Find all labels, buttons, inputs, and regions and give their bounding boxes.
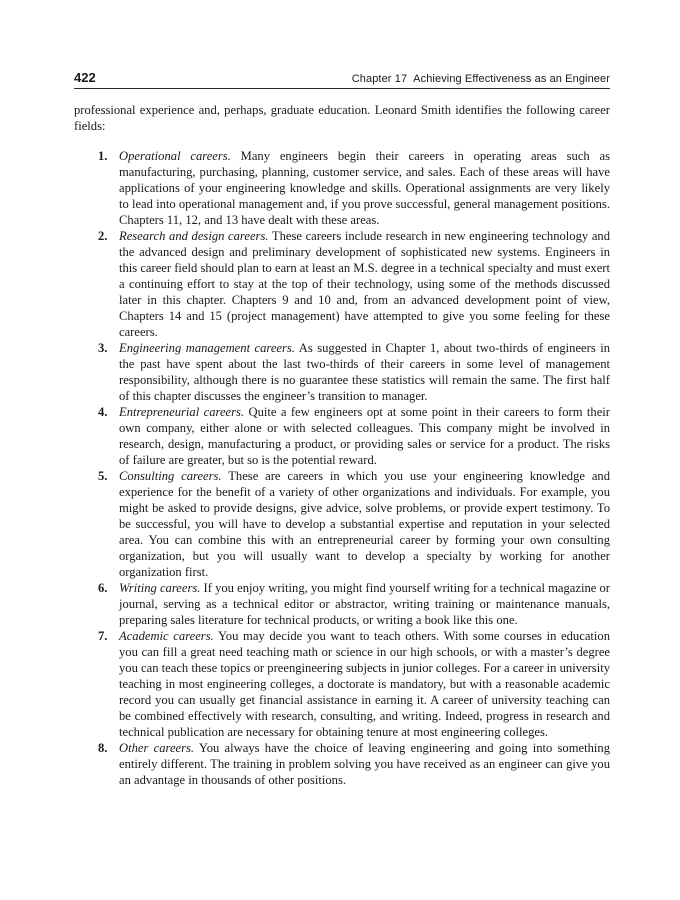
list-item — [98, 404, 611, 468]
item-number: 8. — [98, 741, 108, 755]
list-item — [98, 580, 610, 628]
item-title: Operational careers. — [119, 149, 231, 163]
item-number: 5. — [98, 469, 108, 483]
item-number: 4. — [98, 405, 108, 419]
item-text: As suggested in Chapter 1, about two-thirds of engineers in the past have spent about the last two-thirds of their careers in some level of management responsibility, although there is no guarantee these statistics will remain the same. The first half of this chapter discusses the engineer’s transition to manager. — [119, 341, 611, 403]
intro-paragraph: professional experience and, perhaps, graduate education. Leonard Smith identifies the following career fields: — [74, 103, 610, 133]
item-title: Academic careers. — [119, 629, 214, 643]
item-title: Engineering management careers. — [119, 341, 295, 355]
list-item — [98, 740, 611, 788]
item-text: You always have the choice of leaving engineering and going into something entirely different. The training in problem solving you have received as an engineer can give you an advantage in thousands of other positions. — [119, 741, 611, 787]
list-item — [98, 228, 611, 340]
item-text: These careers include research in new engineering technology and the advanced design and preliminary development of sophisticated new systems. Engineers in this career field should plan to earn at least an M.S. degree in a technical specialty and must exert a continuing effort to stay at the top of their technology, using some of the methods discussed later in this chapter. Chapters 9 and 10 and, from an advanced development point of view, Chapters 14 and 15 (project management) have attempted to give you some feeling for these careers. — [119, 229, 611, 339]
chapter-title: Achieving Effectiveness as an Engineer — [413, 73, 610, 85]
item-number: 1. — [98, 149, 108, 163]
item-title: Consulting careers. — [119, 469, 222, 483]
list-item — [98, 628, 610, 740]
item-title: Entrepreneurial careers. — [119, 405, 245, 419]
chapter-label: Chapter 17 — [351, 73, 408, 85]
item-number: 6. — [98, 581, 108, 595]
list-item — [98, 340, 611, 404]
item-title: Research and design careers. — [119, 229, 269, 243]
career-list — [74, 148, 610, 788]
item-number: 2. — [98, 229, 108, 243]
item-text: Many engineers begin their careers in operating areas such as manufacturing, purchasing, planning, customer service, and sales. Each of these areas will have applications of your engineering knowledge and skills. Operational assignments are very likely to lead into operational management and, if you prove successful, general management positions. Chapters 11, 12, and 13 have dealt with these areas. — [119, 149, 610, 227]
item-text: If you enjoy writing, you might find yourself writing for a technical magazine or journal, serving as a technical editor or abstractor, writing training or maintenance manuals, preparing sales literature for technical products, or writing a book like this one. — [119, 581, 610, 627]
item-title: Writing careers. — [119, 581, 201, 595]
item-number: 7. — [98, 629, 108, 643]
page-number: 422 — [74, 70, 96, 85]
item-number: 3. — [98, 341, 108, 355]
item-title: Other careers. — [119, 741, 195, 755]
book-page — [74, 70, 610, 788]
item-text: You may decide you want to teach others. With some courses in education you can fill a great need teaching math or science in our high schools, or with a master’s degree you can teach these topics or preengineering subjects in junior colleges. For a career in university teaching in most engineering colleges, a doctorate is mandatory, but with a reasonable academic record you can usually get financial assistance in earning it. A career of university teaching can be combined effectively with research, consulting, and writing. Indeed, progress in research and technical publication are necessary for obtaining tenure at most engineering colleges. — [119, 629, 610, 739]
chapter-heading — [352, 73, 610, 85]
item-text: Quite a few engineers opt at some point in their careers to form their own company, either alone or with selected colleagues. This company might be involved in research, design, manufacturing a product, or providing sales or service for a product. The risks of failure are greater, but so is the potential reward. — [119, 405, 611, 467]
list-item — [98, 148, 610, 228]
item-text: These are careers in which you use your engineering knowledge and experience for the benefit of a variety of other organizations and individuals. For example, you might be asked to provide designs, give advice, solve problems, or provide expert testimony. To be successful, you will have to develop a substantial expertise and reputation in your selected area. You can combine this with an entrepreneurial career by forming your own consulting organization, but you will usually want to develop a specialty by working for another organization first. — [119, 469, 611, 579]
running-header — [74, 70, 610, 89]
list-item — [98, 468, 611, 580]
